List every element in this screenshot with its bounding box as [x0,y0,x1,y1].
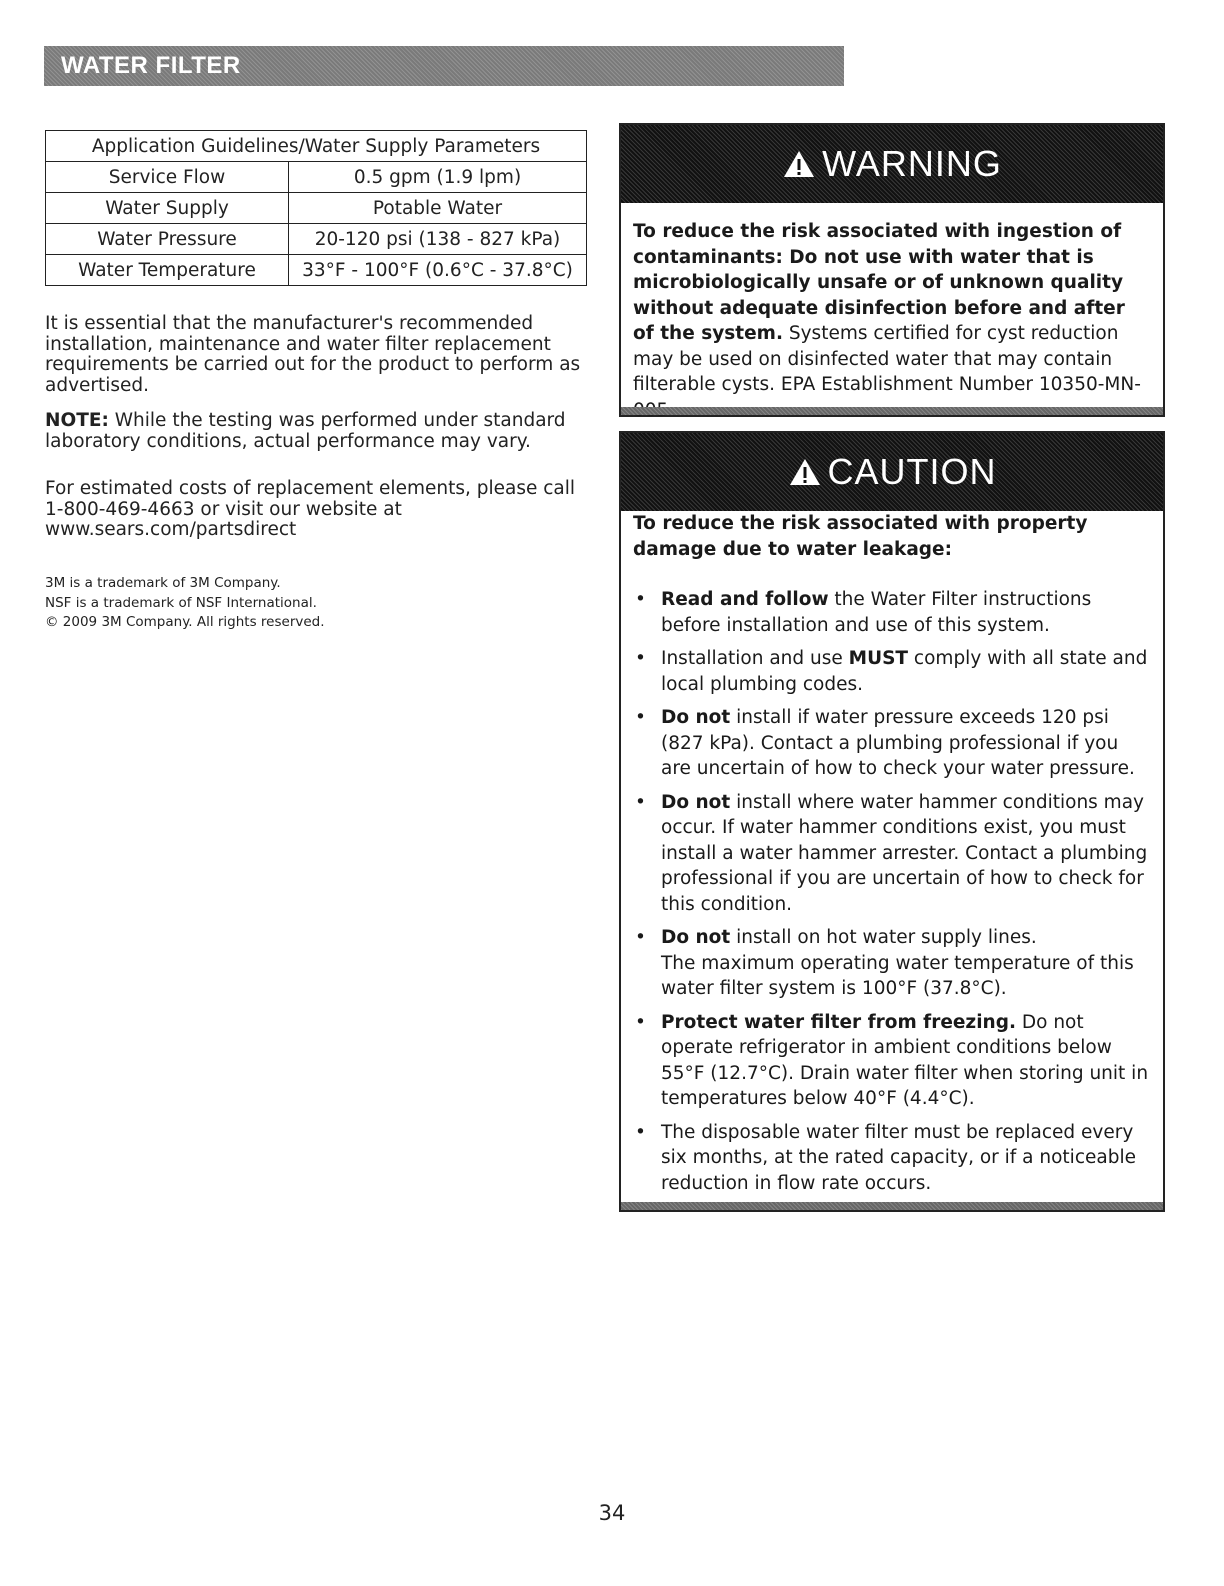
table-row [46,224,587,255]
warning-triangle-icon [782,149,816,179]
table-cell-label: Water Supply [46,193,289,224]
bullet: • [635,927,646,948]
table-row [46,162,587,193]
bullet: • [635,707,646,728]
item-text: install if water pressure exceeds 120 psi (827 kPa). Contact a plumbing professional if you are uncertain of how to check your water pressure. [661,707,1135,779]
item-text: install on hot water supply lines. [730,927,1037,948]
caution-heading: CAUTION [827,451,997,492]
list-item [633,587,1151,638]
caution-box [619,431,1165,1212]
bullet: • [635,1011,646,1033]
warning-box [619,123,1165,417]
trademark-notes [45,574,545,633]
list-item [633,925,1151,1002]
bullet: • [635,589,646,610]
list-item [633,790,1151,918]
item-text: Do not operate refrigerator in ambient conditions below 55°F (12.7°C). Drain water filter when storing unit in temperatures below 40°F (4.4°C). [661,1011,1149,1109]
bullet: • [635,648,646,669]
parameters-table [45,130,587,286]
warning-heading: WARNING [822,143,1002,184]
item-bold: Protect water filter from freezing. [661,1011,1016,1033]
table-cell-value: 0.5 gpm (1.9 lpm) [289,162,587,193]
item-bold: Do not [661,707,731,728]
section-title: WATER FILTER [61,52,241,79]
item-text: The disposable water filter must be replaced every six months, at the rated capacity, or if a noticeable reduction in flow rate occurs. [661,1121,1136,1194]
table-cell-label: Water Temperature [46,255,289,286]
list-item [633,646,1151,697]
maintenance-paragraph: It is essential that the manufacturer's recommended installation, maintenance and water filter replacement requirements be carried out for the product to perform as advertised. [45,313,581,396]
list-item [633,705,1151,782]
trademark-line: NSF is a trademark of NSF International. [45,594,317,611]
caution-bottom-bar [621,1202,1163,1210]
warning-bottom-bar [621,407,1163,415]
item-text: the Water Filter instructions before installation and use of this system. [661,589,1092,636]
list-item [633,1120,1151,1197]
item-bold: Do not [661,927,731,948]
item-bold: Read and follow [661,589,829,610]
caution-list [633,587,1151,1196]
item-pre: Installation and use [661,648,849,669]
warning-text: Systems certified for cyst reduction may be used on disinfected water that may contain filterable cysts. EPA Establishment Number 10350-MN- [633,323,1141,395]
caution-body [621,511,1163,1196]
bullet: • [635,791,646,813]
section-header-bar [44,46,844,86]
table-title-row [46,131,587,162]
copyright-line: © 2009 3M Company. All rights reserved. [45,614,325,630]
caution-intro: To reduce the risk associated with property damage due to water leakage: [633,513,1088,560]
item-extra: The maximum operating water temperature of this water filter system is 100°F (37.8°C). [661,952,1134,999]
table-cell-value: 33°F - 100°F (0.6°C - 37.8°C) [289,255,587,286]
note-paragraph [45,411,595,452]
caution-triangle-icon [788,457,822,487]
list-item [633,1010,1151,1112]
page-number: 34 [598,1501,626,1525]
table-cell-label: Service Flow [46,162,289,193]
item-text: comply with all state and local plumbing codes. [661,648,1148,695]
trademark-line: 3M is a trademark of 3M Company. [45,575,281,591]
item-text: install where water hammer conditions may occur. If water hammer conditions exist, you must install a water hammer arrester. Contact a plumbing professional if you are uncertain of how to check for this condition. [661,791,1148,915]
table-cell-label: Water Pressure [46,224,289,255]
table-title: Application Guidelines/Water Supply Parameters [46,131,587,162]
item-bold: Do not [661,791,731,813]
table-cell-value: 20-120 psi (138 - 827 kPa) [289,224,587,255]
warning-bold-text: To reduce the risk associated with ingestion of contaminants: Do not use with water that is microbiologically unsafe or of unknown quality without adequate disinfection before and after of the system. [633,221,1125,344]
bullet: • [635,1121,646,1143]
warning-header [621,125,1163,203]
note-label: NOTE: [45,410,109,431]
table-cell-value: Potable Water [289,193,587,224]
note-text: While the testing was performed under standard laboratory conditions, actual performance may vary. [45,410,566,452]
item-bold: MUST [848,648,909,669]
table-row [46,193,587,224]
warning-body [621,203,1163,423]
table-row [46,255,587,286]
caution-header [621,433,1163,511]
replacement-cost-paragraph: For estimated costs of replacement elements, please call 1-800-469-4663 or visit our website at www.sears.com/partsdirect [45,478,576,540]
